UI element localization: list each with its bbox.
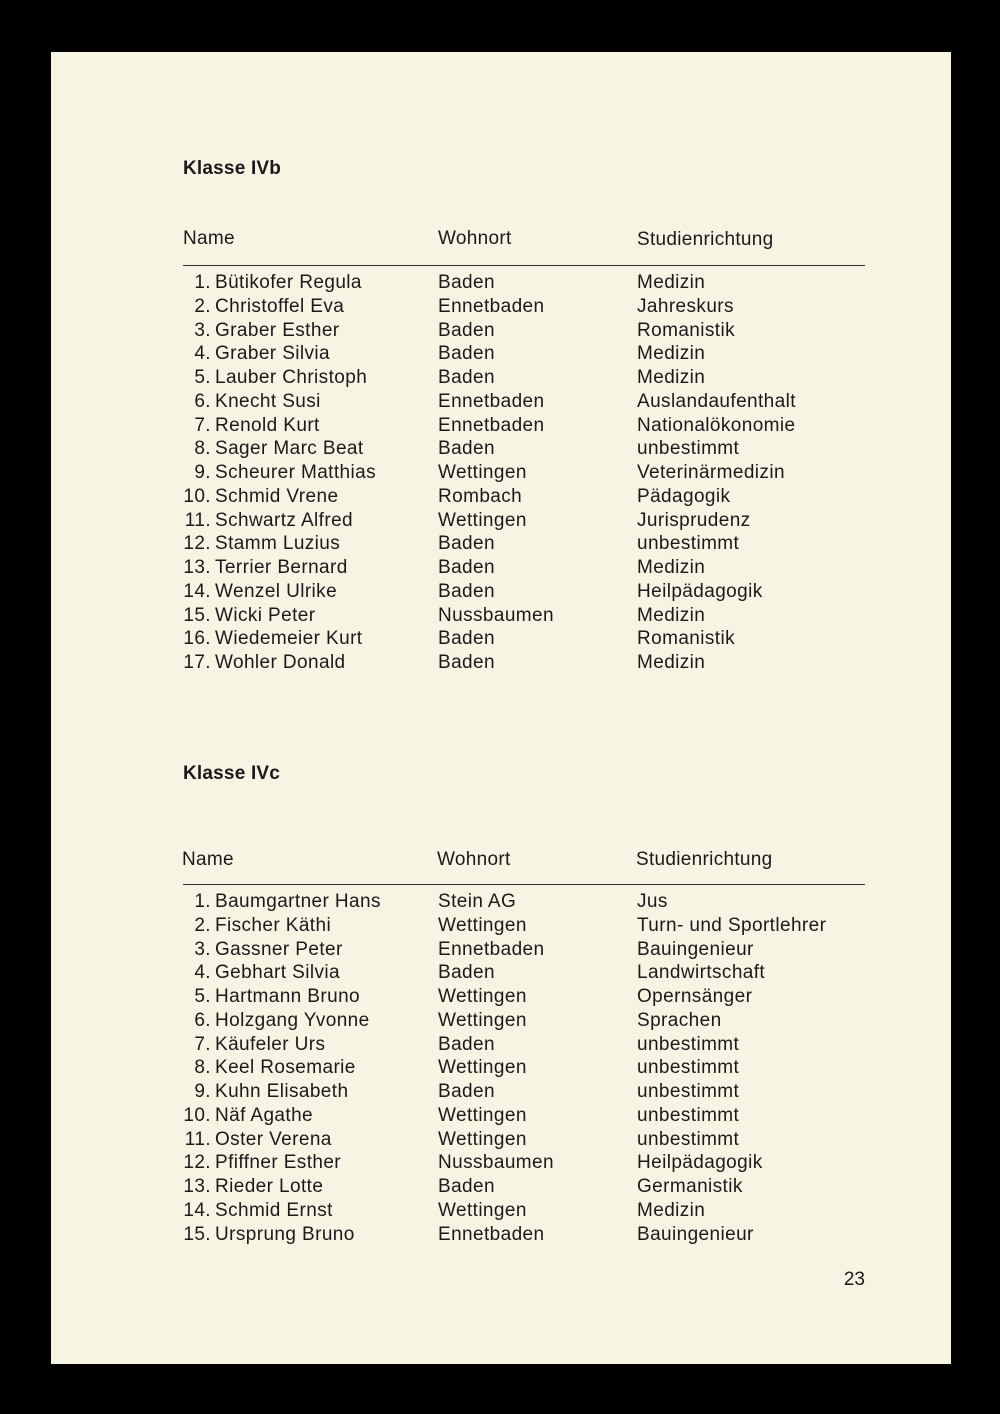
table-row [51, 1033, 951, 1057]
student-name: Oster Verena [215, 1128, 332, 1150]
table-row [51, 485, 951, 509]
studienrichtung-cell: Bauingenieur [637, 1223, 754, 1245]
header-rule [183, 884, 865, 885]
column-header-studienrichtung: Studienrichtung [636, 849, 773, 870]
table-row [51, 914, 951, 938]
row-number: 5. [194, 367, 211, 388]
student-name: Holzgang Yvonne [215, 1009, 370, 1031]
table-row [51, 890, 951, 914]
row-number: 12. [183, 1152, 211, 1174]
wohnort-cell: Wettingen [438, 1104, 527, 1126]
wohnort-cell: Baden [438, 533, 495, 555]
wohnort-cell: Ennetbaden [438, 1223, 545, 1245]
wohnort-cell: Wettingen [438, 1199, 527, 1221]
table-row [51, 295, 951, 319]
row-number: 10. [183, 1104, 211, 1126]
wohnort-cell: Wettingen [438, 986, 527, 1007]
studienrichtung-cell: Auslandaufenthalt [637, 390, 796, 412]
wohnort-cell: Baden [438, 343, 495, 365]
table-row [51, 509, 951, 533]
studienrichtung-cell: unbestimmt [637, 1057, 740, 1079]
table-row [51, 319, 951, 343]
wohnort-cell: Nussbaumen [438, 604, 554, 626]
student-name: Sager Marc Beat [215, 438, 364, 460]
student-table-ivb [51, 271, 951, 675]
row-number: 11. [184, 1128, 211, 1150]
studienrichtung-cell: Medizin [637, 604, 706, 626]
row-number: 3. [194, 319, 211, 341]
table-row [51, 1104, 951, 1128]
table-row [51, 1151, 951, 1175]
studienrichtung-cell: Medizin [637, 652, 706, 673]
row-number: 15. [183, 1223, 211, 1245]
wohnort-cell: Baden [438, 367, 495, 388]
column-header-studienrichtung: Studienrichtung [637, 229, 774, 250]
table-row [51, 1199, 951, 1223]
student-name: Rieder Lotte [215, 1176, 324, 1197]
row-number: 13. [183, 557, 211, 578]
table-row [51, 1128, 951, 1152]
table-row [51, 437, 951, 461]
table-row [51, 556, 951, 580]
row-number: 14. [183, 1199, 211, 1221]
wohnort-cell: Rombach [438, 485, 523, 507]
row-number: 12. [183, 533, 211, 555]
studienrichtung-cell: Medizin [637, 367, 706, 388]
wohnort-cell: Wettingen [438, 509, 527, 531]
student-name: Lauber Christoph [215, 367, 368, 388]
wohnort-cell: Wettingen [438, 462, 527, 483]
student-name: Graber Silvia [215, 343, 331, 365]
table-row [51, 580, 951, 604]
student-name: Näf Agathe [215, 1104, 314, 1126]
student-name: Keel Rosemarie [215, 1057, 356, 1079]
table-row [51, 342, 951, 366]
section-title-ivc: Klasse IVc [183, 763, 281, 784]
student-name: Terrier Bernard [215, 557, 348, 578]
page-number: 23 [843, 1269, 865, 1290]
row-number: 1. [194, 891, 211, 912]
table-row [51, 390, 951, 414]
row-number: 7. [194, 1033, 211, 1055]
studienrichtung-cell: unbestimmt [637, 533, 740, 555]
table-row [51, 366, 951, 390]
row-number: 8. [194, 438, 211, 460]
section-title-ivb: Klasse IVb [183, 158, 282, 179]
wohnort-cell: Wettingen [438, 1057, 527, 1079]
row-number: 7. [194, 414, 211, 436]
student-name: Christoffel Eva [215, 295, 345, 317]
wohnort-cell: Baden [438, 628, 495, 650]
row-number: 2. [194, 295, 211, 317]
wohnort-cell: Baden [438, 272, 495, 293]
wohnort-cell: Ennetbaden [438, 295, 545, 317]
wohnort-cell: Baden [438, 962, 495, 984]
row-number: 3. [194, 938, 211, 960]
row-number: 5. [194, 986, 211, 1007]
studienrichtung-cell: Medizin [637, 1199, 706, 1221]
student-name: Schmid Vrene [215, 485, 339, 507]
row-number: 1. [194, 272, 211, 293]
row-number: 10. [183, 485, 211, 507]
student-name: Kuhn Elisabeth [215, 1081, 349, 1102]
row-number: 13. [183, 1176, 211, 1197]
header-rule [183, 265, 865, 266]
row-number: 14. [183, 580, 211, 602]
row-number: 17. [183, 652, 211, 673]
wohnort-cell: Baden [438, 1176, 495, 1197]
row-number: 11. [184, 509, 211, 531]
studienrichtung-cell: Heilpädagogik [637, 580, 763, 602]
studienrichtung-cell: Jahreskurs [637, 295, 734, 317]
table-row [51, 985, 951, 1009]
wohnort-cell: Ennetbaden [438, 414, 545, 436]
studienrichtung-cell: unbestimmt [637, 438, 740, 460]
student-name: Schmid Ernst [215, 1199, 333, 1221]
table-row [51, 1056, 951, 1080]
studienrichtung-cell: Romanistik [637, 319, 735, 341]
column-header-name: Name [182, 849, 234, 870]
studienrichtung-cell: unbestimmt [637, 1033, 740, 1055]
wohnort-cell: Baden [438, 438, 495, 460]
student-name: Wiedemeier Kurt [215, 628, 363, 650]
wohnort-cell: Stein AG [438, 891, 517, 912]
document-page [51, 52, 951, 1364]
row-number: 6. [194, 1009, 211, 1031]
table-row [51, 651, 951, 675]
student-name: Knecht Susi [215, 390, 321, 412]
column-header-wohnort: Wohnort [438, 228, 512, 249]
table-row [51, 271, 951, 295]
wohnort-cell: Baden [438, 557, 495, 578]
studienrichtung-cell: Medizin [637, 272, 706, 293]
column-header-wohnort: Wohnort [437, 849, 511, 870]
row-number: 15. [183, 604, 211, 626]
student-table-ivc [51, 890, 951, 1246]
row-number: 9. [194, 462, 211, 483]
studienrichtung-cell: Landwirtschaft [637, 962, 766, 984]
student-name: Fischer Käthi [215, 914, 332, 936]
table-row [51, 461, 951, 485]
studienrichtung-cell: Veterinärmedizin [637, 462, 785, 483]
row-number: 2. [194, 914, 211, 936]
studienrichtung-cell: Turn- und Sportlehrer [637, 914, 827, 936]
wohnort-cell: Wettingen [438, 1128, 527, 1150]
studienrichtung-cell: Sprachen [637, 1009, 722, 1031]
wohnort-cell: Baden [438, 580, 495, 602]
student-name: Käufeler Urs [215, 1033, 326, 1055]
table-row [51, 604, 951, 628]
table-row [51, 1009, 951, 1033]
wohnort-cell: Wettingen [438, 1009, 527, 1031]
studienrichtung-cell: Heilpädagogik [637, 1152, 763, 1174]
wohnort-cell: Nussbaumen [438, 1152, 554, 1174]
table-row [51, 938, 951, 962]
studienrichtung-cell: unbestimmt [637, 1081, 740, 1102]
studienrichtung-cell: Medizin [637, 557, 706, 578]
student-name: Scheurer Matthias [215, 462, 376, 483]
table-row [51, 1223, 951, 1247]
studienrichtung-cell: Nationalökonomie [637, 414, 796, 436]
table-row [51, 1175, 951, 1199]
student-name: Renold Kurt [215, 414, 320, 436]
wohnort-cell: Ennetbaden [438, 390, 545, 412]
student-name: Wicki Peter [215, 604, 316, 626]
row-number: 16. [183, 628, 211, 650]
table-row [51, 414, 951, 438]
wohnort-cell: Baden [438, 319, 495, 341]
column-header-name: Name [183, 228, 235, 249]
student-name: Schwartz Alfred [215, 509, 353, 531]
studienrichtung-cell: Pädagogik [637, 485, 731, 507]
studienrichtung-cell: Jus [637, 891, 668, 912]
wohnort-cell: Baden [438, 1033, 495, 1055]
row-number: 6. [194, 390, 211, 412]
student-name: Wenzel Ulrike [215, 580, 338, 602]
row-number: 9. [194, 1081, 211, 1102]
studienrichtung-cell: Jurisprudenz [637, 509, 751, 531]
student-name: Bütikofer Regula [215, 272, 362, 293]
student-name: Wohler Donald [215, 652, 346, 673]
student-name: Hartmann Bruno [215, 986, 361, 1007]
row-number: 4. [194, 962, 211, 984]
student-name: Baumgartner Hans [215, 891, 381, 912]
table-row [51, 961, 951, 985]
wohnort-cell: Wettingen [438, 914, 527, 936]
wohnort-cell: Ennetbaden [438, 938, 545, 960]
table-row [51, 627, 951, 651]
student-name: Gebhart Silvia [215, 962, 340, 984]
wohnort-cell: Baden [438, 1081, 495, 1102]
studienrichtung-cell: Romanistik [637, 628, 735, 650]
studienrichtung-cell: Medizin [637, 343, 706, 365]
studienrichtung-cell: Opernsänger [637, 986, 753, 1007]
row-number: 8. [194, 1057, 211, 1079]
student-name: Ursprung Bruno [215, 1223, 355, 1245]
studienrichtung-cell: Germanistik [637, 1176, 743, 1197]
studienrichtung-cell: unbestimmt [637, 1128, 740, 1150]
studienrichtung-cell: unbestimmt [637, 1104, 740, 1126]
student-name: Pfiffner Esther [215, 1152, 342, 1174]
studienrichtung-cell: Bauingenieur [637, 938, 754, 960]
student-name: Stamm Luzius [215, 533, 341, 555]
student-name: Graber Esther [215, 319, 340, 341]
wohnort-cell: Baden [438, 652, 495, 673]
row-number: 4. [194, 343, 211, 365]
table-row [51, 532, 951, 556]
table-row [51, 1080, 951, 1104]
student-name: Gassner Peter [215, 938, 343, 960]
